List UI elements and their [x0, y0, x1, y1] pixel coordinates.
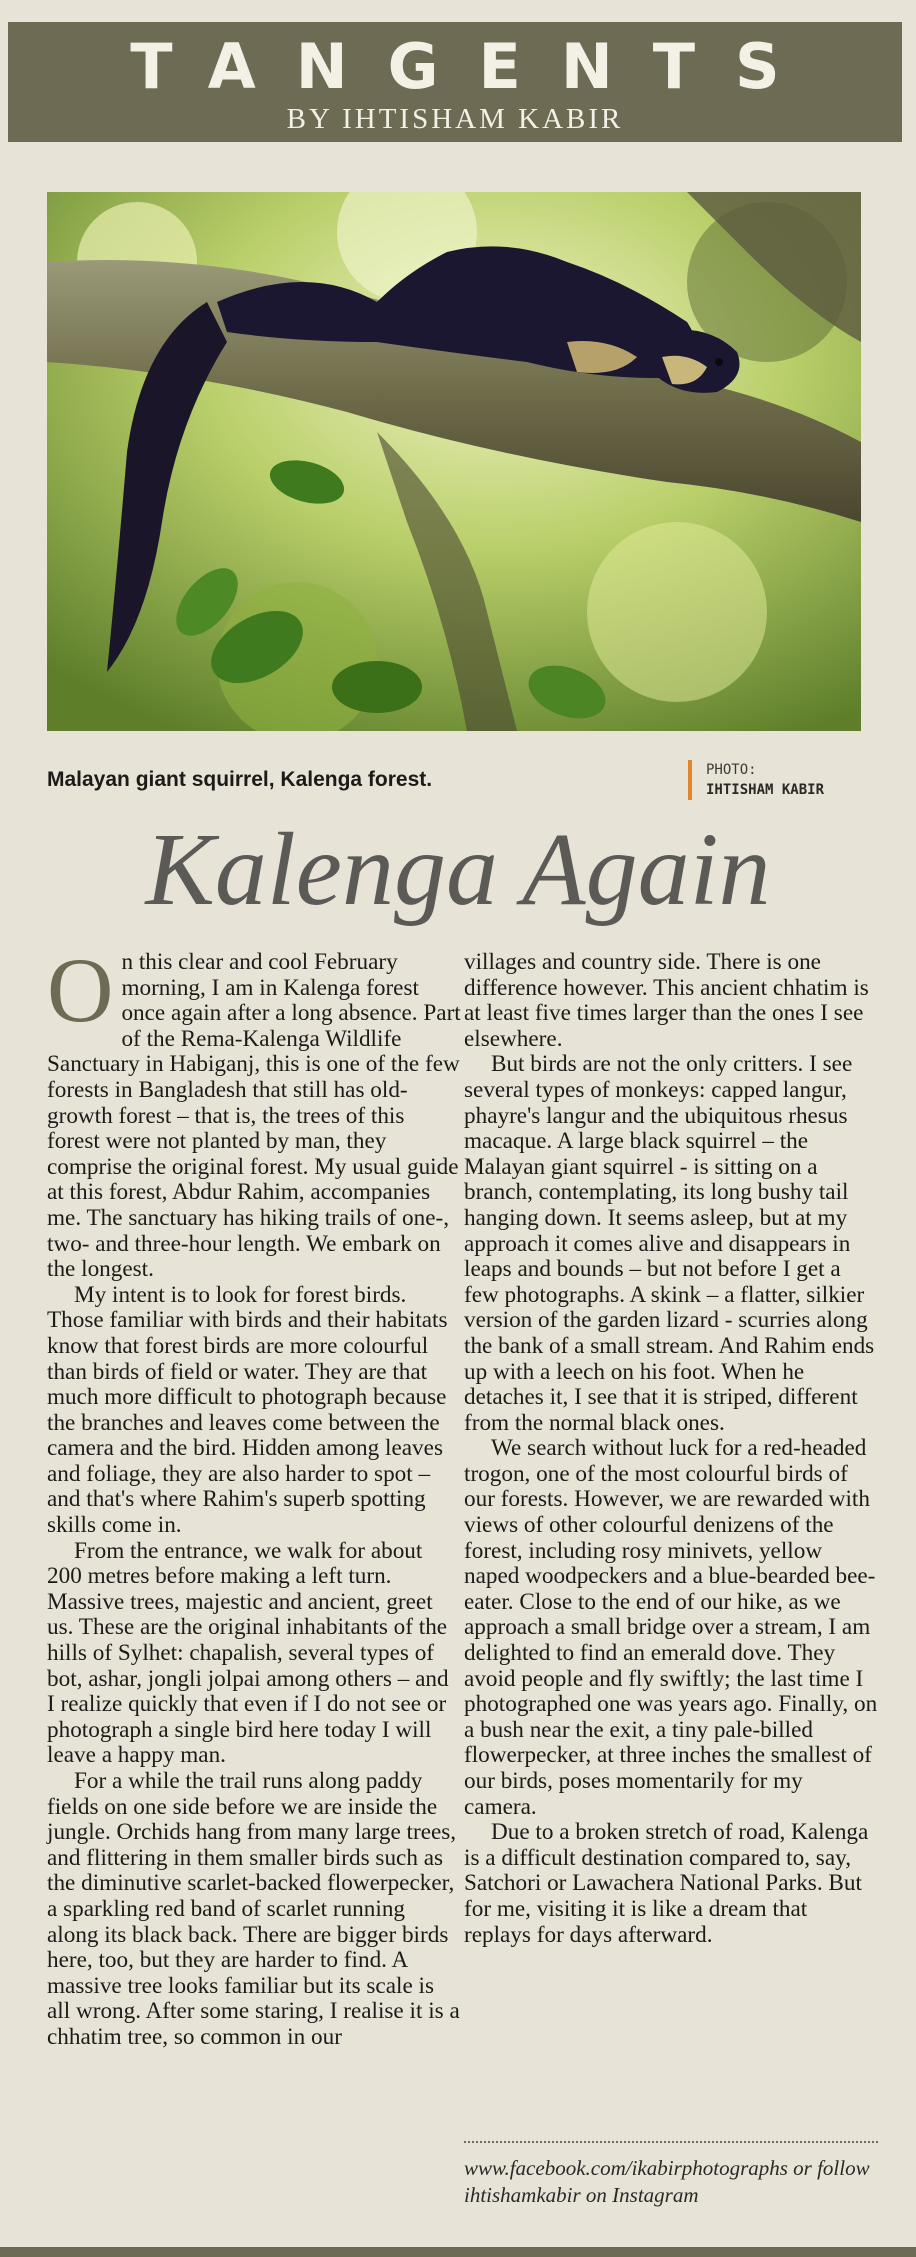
article-column-right — [464, 950, 878, 1948]
paragraph — [47, 939, 461, 1283]
paragraph: My intent is to look for forest birds. Those familiar with birds and their habitats know that forest birds are more colourful than birds of field or water. They are that much more difficult to photograph because the branches and leaves come between the camera and the bird. Hidden among leaves and foliage, they are also harder to spot – and that's where Rahim's superb spotting skills come in. — [47, 1281, 448, 1539]
credit-accent-bar — [688, 760, 692, 800]
paragraph: But birds are not the only critters. I see several types of monkeys: capped langur, phayre's langur and the ubiquitous rhesus macaque. A large black squirrel – the Malayan giant squirrel - is sitting on a branch, contemplating, its long bushy tail hanging down. It seems asleep, but at my approach it comes alive and disappears in leaps and bounds – but not before I get a few photographs. A skink – a flatter, silkier version of the garden lizard - scurries along the bank of a small stream. And Rahim ends up with a leech on his foot. When he detaches it, I see that it is striped, different from the normal black ones. — [464, 1051, 875, 1436]
paragraph: villages and country side. There is one difference however. This ancient chhatim is at least five times larger than the ones I see elsewhere. — [464, 949, 869, 1052]
paragraph: From the entrance, we walk for about 200 metres before making a left turn. Massive trees, majestic and ancient, greet us. These are the original inhabitants of the hills of Sylhet: chapalish, several types of bot, ashar, jongli jolpai among others – and I realize quickly that even if I do not see or photograph a single bird here today I will leave a happy man. — [47, 1537, 449, 1769]
column-byline: BY IHTISHAM KABIR — [286, 103, 624, 135]
squirrel-photo — [47, 192, 861, 731]
bottom-bar — [0, 2247, 916, 2257]
paragraph: We search without luck for a red-headed trogon, one of the most colourful birds of our forests. However, we are rewarded with views of other colourful denizens of the forest, including rosy minivets, yellow naped woodpeckers and a blue-bearded bee-eater. Close to the end of our hike, as we approach a small bridge over a stream, I am delighted to find an emerald dove. They avoid people and fly swiftly; the last time I photographed one was years ago. Finally, on a bush near the exit, a tiny pale-billed flowerpecker, at three inches the smallest of our birds, poses momentarily for my camera. — [464, 1435, 878, 1820]
dotted-divider — [464, 2141, 878, 2143]
photo-credit — [706, 760, 824, 800]
banner-box — [8, 22, 902, 142]
squirrel-illustration — [47, 192, 861, 731]
photo-caption: Malayan giant squirrel, Kalenga forest. — [47, 768, 433, 791]
article-column-left — [47, 939, 461, 2051]
paragraph-text: n this clear and cool February morning, I am in Kalenga forest once again after a long absence. Part of the Rema-Kalenga Wildlife Sanctuary in Habiganj, this is one of the few forests in Bangladesh that still has old-growth forest – that is, the trees of this forest were not planted by man, they comprise the original forest. My usual guide at this forest, Abdur Rahim, accompanies me. The sanctuary has hiking trails of one-, two- and three-hour length. We embark on the longest. — [47, 949, 461, 1283]
column-banner — [0, 0, 916, 143]
credit-label: PHOTO: — [706, 762, 757, 778]
column-title: TANGENTS — [130, 30, 820, 103]
drop-cap: O — [47, 939, 114, 1041]
paragraph: Due to a broken stretch of road, Kalenga is a difficult destination compared to, say, Satchori or Lawachera National Parks. But for me, visiting it is like a dream that replays for days afterward. — [464, 1819, 869, 1948]
article-headline: Kalenga Again — [145, 812, 771, 927]
footer-social-links: www.facebook.com/ikabirphotographs or follow ihtishamkabir on Instagram — [464, 2156, 870, 2207]
credit-name: IHTISHAM KABIR — [706, 782, 825, 798]
paragraph: For a while the trail runs along paddy fields on one side before we are inside the jungle. Orchids hang from many large trees, and flittering in them smaller birds such as the diminutive scarlet-backed flowerpecker, a sparkling red band of scarlet running along its black back. There are bigger birds here, too, but they are harder to find. A massive tree looks familiar but its scale is all wrong. After some staring, I realise it is a chhatim tree, so common in our — [47, 1768, 460, 2050]
